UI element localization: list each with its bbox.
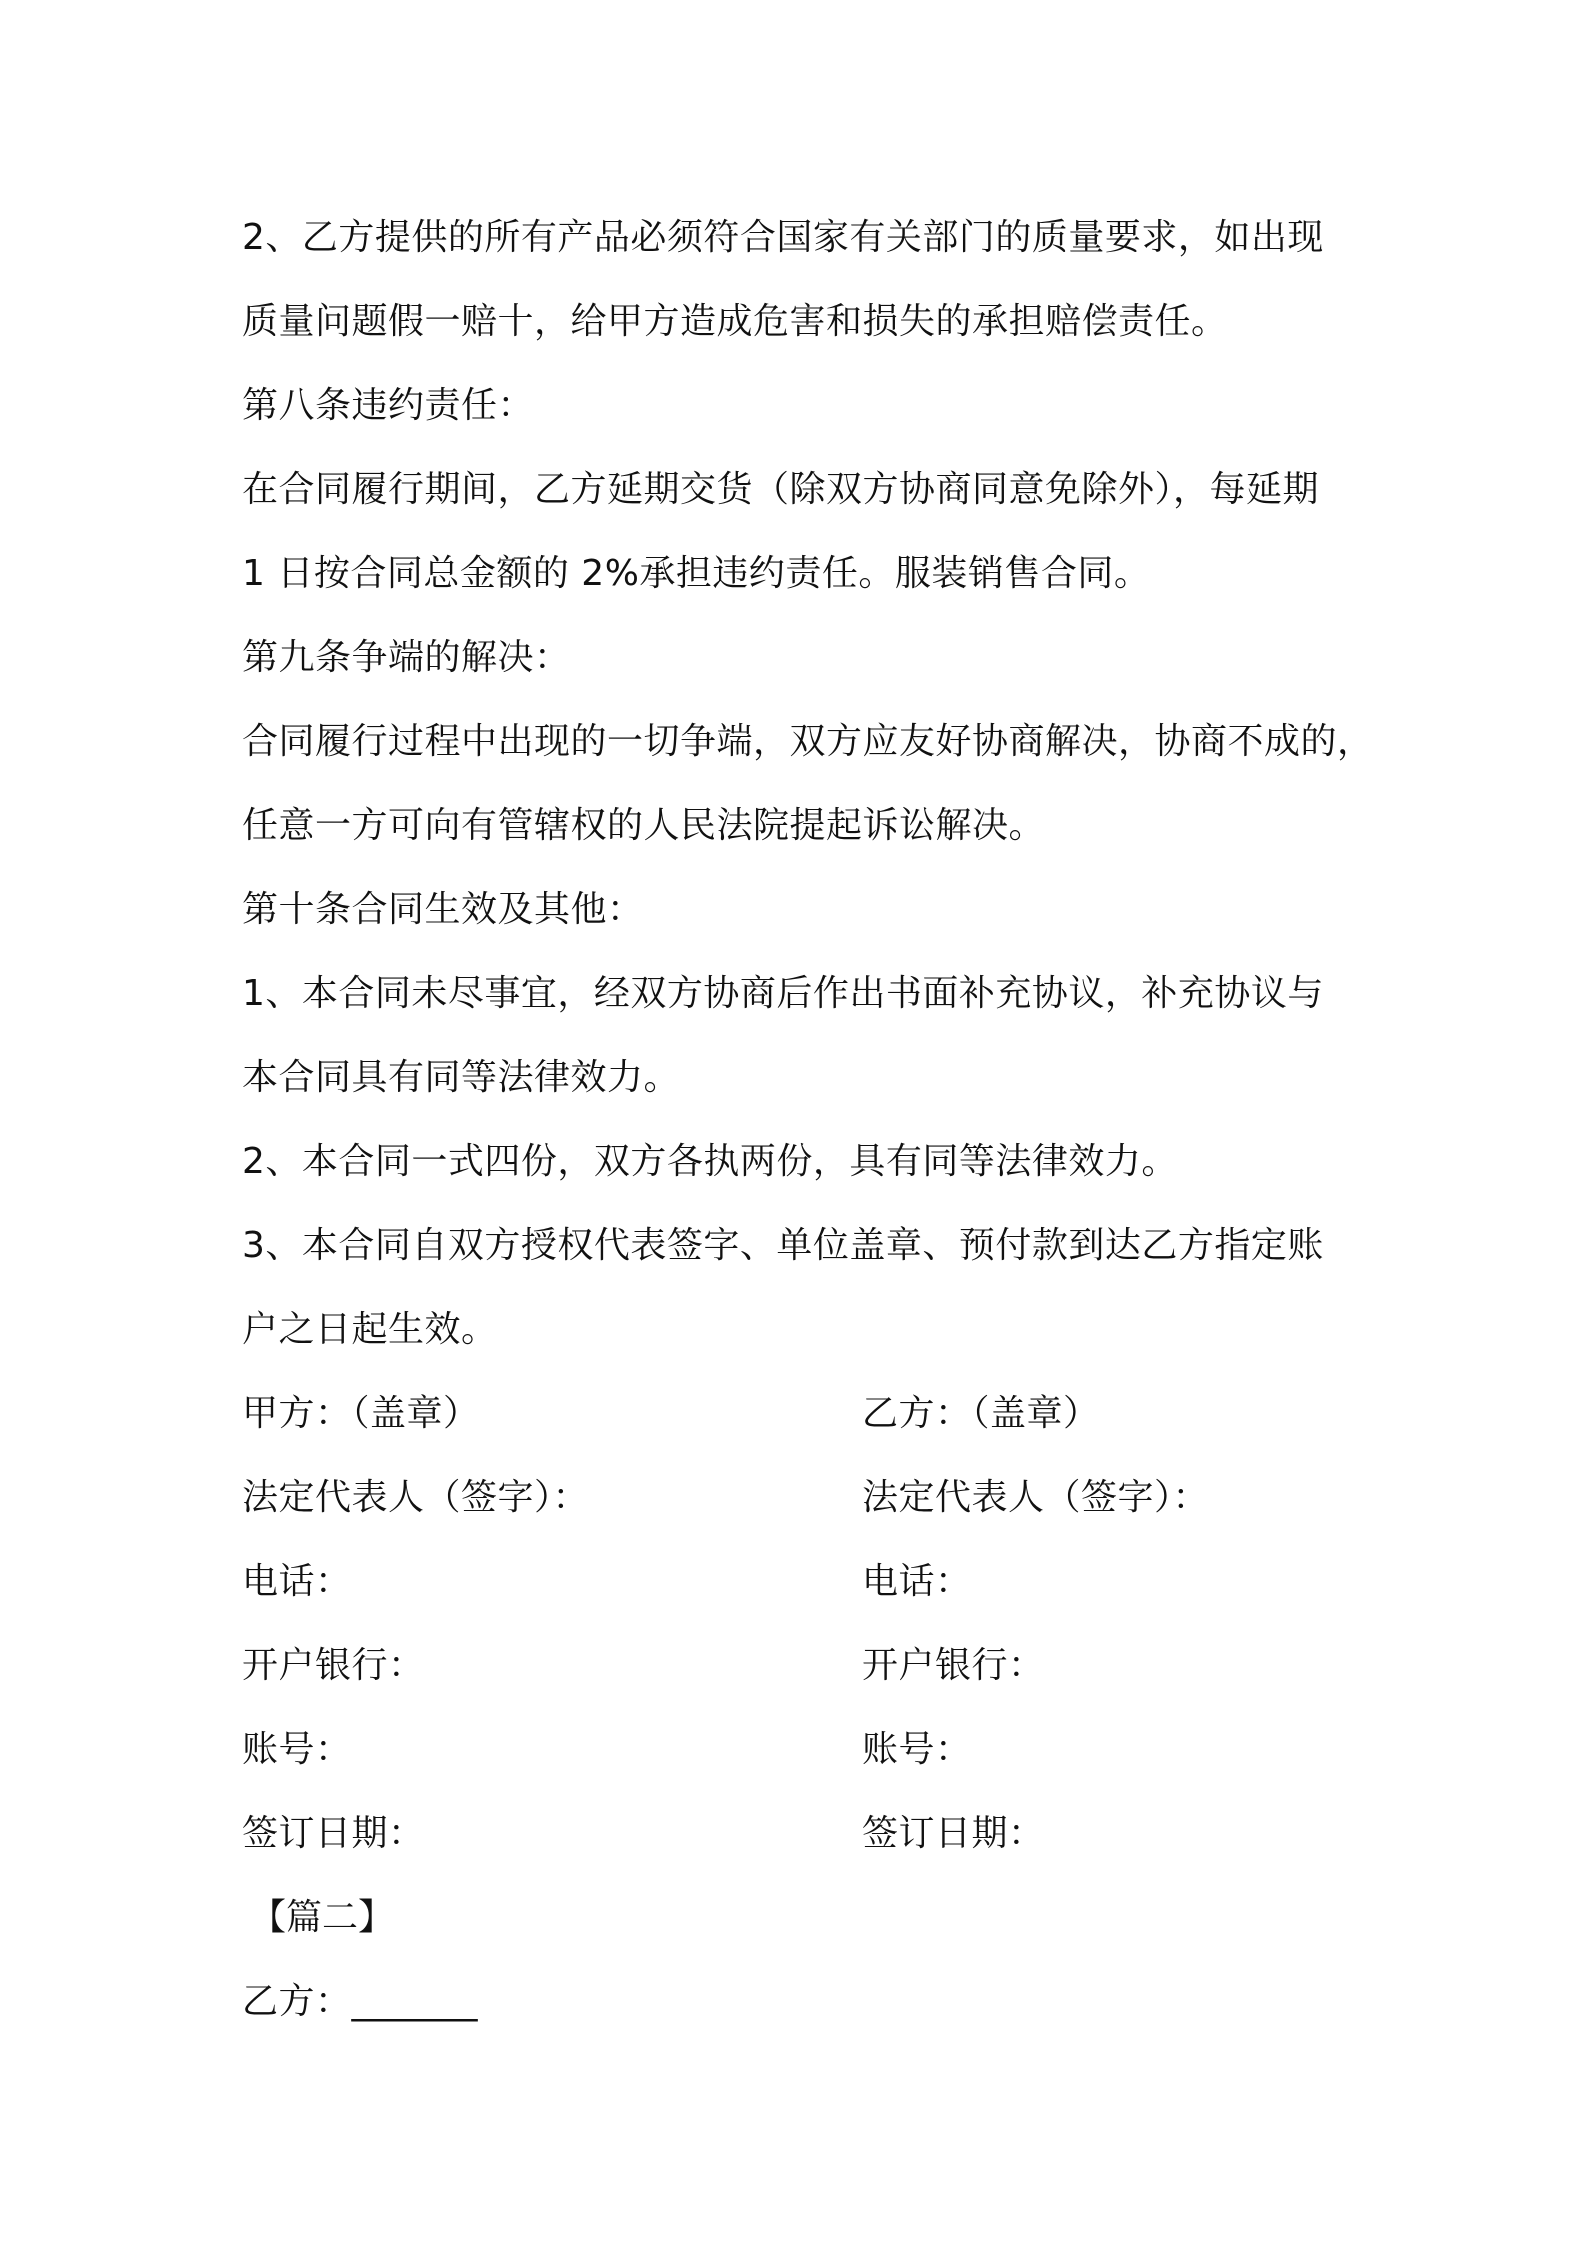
party-b-seal-label: 乙方：（盖章）	[862, 1393, 1100, 1434]
party-b-label: 乙方：	[242, 1981, 352, 2022]
article-heading: 第八条违约责任：	[242, 385, 535, 426]
party-b-date-label: 签订日期：	[862, 1813, 1045, 1854]
paragraph-line: 本合同具有同等法律效力。	[242, 1057, 681, 1098]
party-a-representative-label: 法定代表人（签字）：	[242, 1477, 590, 1518]
signature-row-phone	[242, 1540, 1362, 1624]
paragraph-line: 户之日起生效。	[242, 1309, 498, 1350]
paragraph-line: 任意一方可向有管辖权的人民法院提起诉讼解决。	[242, 805, 1046, 846]
article-heading: 第九条争端的解决：	[242, 637, 571, 678]
paragraph-line: 1 日按合同总金额的 2%承担违约责任。服装销售合同。	[242, 553, 1151, 594]
document-body	[242, 196, 1374, 2044]
party-b-representative-label: 法定代表人（签字）：	[862, 1477, 1210, 1518]
party-b-blank: _______	[351, 1981, 478, 2022]
article-heading: 第十条合同生效及其他：	[242, 889, 644, 930]
party-a-phone-label: 电话：	[242, 1561, 352, 1602]
signature-row-bank	[242, 1624, 1362, 1708]
party-a-date-label: 签订日期：	[242, 1813, 425, 1854]
party-a-bank-label: 开户银行：	[242, 1645, 425, 1686]
party-b-line	[242, 1960, 1362, 2044]
party-b-bank-label: 开户银行：	[862, 1645, 1045, 1686]
paragraph-line: 质量问题假一赔十，给甲方造成危害和损失的承担赔偿责任。	[242, 301, 1228, 342]
party-b-phone-label: 电话：	[862, 1561, 972, 1602]
paragraph-line: 2、本合同一式四份，双方各执两份，具有同等法律效力。	[242, 1141, 1178, 1182]
section-marker: 【篇二】	[250, 1897, 395, 1938]
paragraph-line: 2、乙方提供的所有产品必须符合国家有关部门的质量要求，如出现	[242, 217, 1324, 258]
paragraph-line: 合同履行过程中出现的一切争端，双方应友好协商解决，协商不成的，	[242, 721, 1374, 762]
party-a-account-label: 账号：	[242, 1729, 352, 1770]
party-a-seal-label: 甲方：（盖章）	[242, 1393, 480, 1434]
paragraph-line: 3、本合同自双方授权代表签字、单位盖章、预付款到达乙方指定账	[242, 1225, 1324, 1266]
signature-row-seal	[242, 1372, 1362, 1456]
party-b-account-label: 账号：	[862, 1729, 972, 1770]
signature-row-date	[242, 1792, 1362, 1876]
paragraph-line: 在合同履行期间，乙方延期交货（除双方协商同意免除外），每延期	[242, 469, 1320, 510]
signature-row-account	[242, 1708, 1362, 1792]
signature-row-representative	[242, 1456, 1362, 1540]
paragraph-line: 1、本合同未尽事宜，经双方协商后作出书面补充协议，补充协议与	[242, 973, 1324, 1014]
